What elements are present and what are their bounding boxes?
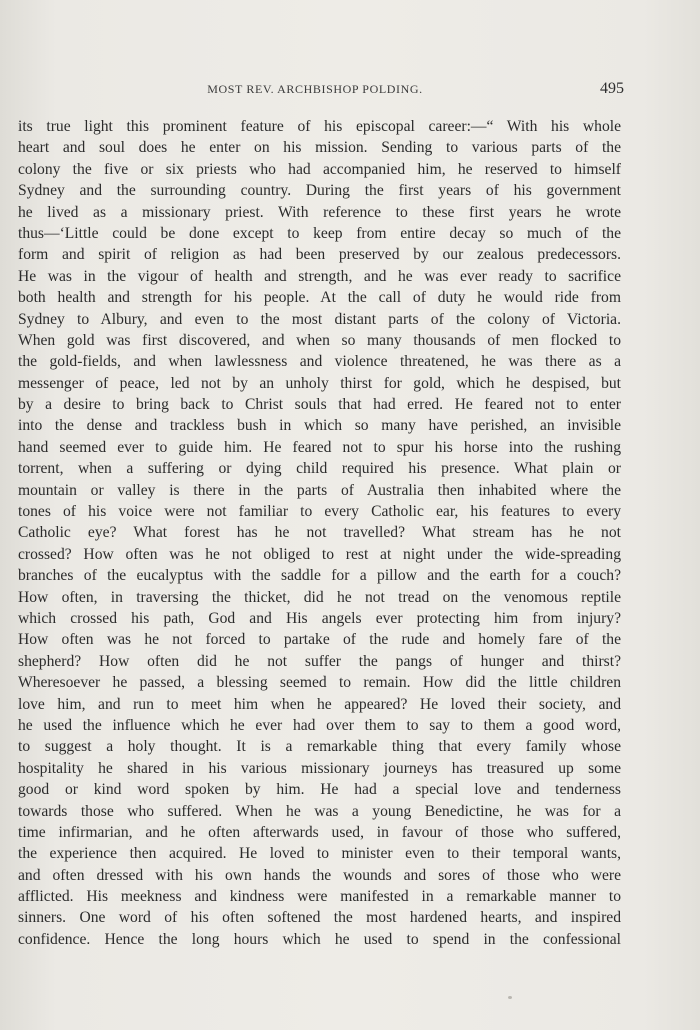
- text-line: its true light this prominent feature of his episcopal career:—“ With his whole: [18, 118, 621, 135]
- text-line: messenger of peace, led not by an unholy thirst for gold, which he despised, but: [18, 374, 621, 392]
- text-line: He was in the vigour of health and strength, and he was ever ready to sacrifice: [18, 267, 621, 285]
- text-line: sinners. One word of his often softened the most hardened hearts, and inspired: [18, 909, 621, 927]
- text-line: Catholic eye? What forest has he not travelled? What stream has he not: [18, 524, 621, 542]
- running-head: [0, 80, 700, 100]
- text-line: he used the influence which he ever had over them to say to them a good word,: [18, 716, 621, 734]
- paper-speck: [508, 996, 512, 999]
- text-line: branches of the eucalyptus with the saddle for a pillow and the earth for a couch?: [18, 567, 621, 585]
- text-line: which crossed his path, God and His angels ever protecting him from injury?: [18, 609, 621, 627]
- text-line: to suggest a holy thought. It is a remarkable thing that every family whose: [18, 738, 621, 756]
- text-line: he lived as a missionary priest. With reference to these first years he wrote: [18, 203, 621, 221]
- running-title: MOST REV. ARCHBISHOP POLDING.: [207, 82, 423, 96]
- text-line: How often was he not forced to partake of the rude and homely fare of the: [18, 631, 621, 649]
- text-line: the experience then acquired. He loved to minister even to their temporal wants,: [18, 845, 621, 863]
- text-line: form and spirit of religion as had been preserved by our zealous predecessors.: [18, 246, 621, 264]
- text-line: torrent, when a suffering or dying child required his presence. What plain or: [18, 460, 621, 478]
- text-line: How often, in traversing the thicket, did he not tread on the venomous reptile: [18, 588, 621, 606]
- text-line: good or kind word spoken by him. He had a special love and tenderness: [18, 781, 621, 799]
- page-number: 495: [600, 80, 624, 97]
- text-line: Sydney to Albury, and even to the most distant parts of the colony of Victoria.: [18, 310, 621, 328]
- body-text: [18, 116, 621, 950]
- text-line: heart and soul does he enter on his mission. Sending to various parts of the: [18, 139, 621, 157]
- text-line: by a desire to bring back to Christ souls that had erred. He feared not to enter: [18, 396, 621, 414]
- text-line: into the dense and trackless bush in which so many have perished, an invisible: [18, 417, 621, 435]
- text-line: hospitality he shared in his various missionary journeys has treasured up some: [18, 759, 621, 777]
- text-line: and often dressed with his own hands the wounds and sores of those who were: [18, 866, 621, 884]
- text-line: time infirmarian, and he often afterwards used, in favour of those who suffered,: [18, 823, 621, 841]
- text-line: thus—‘Little could be done except to keep from entire decay so much of the: [18, 224, 621, 242]
- text-line: both health and strength for his people. At the call of duty he would ride from: [18, 289, 621, 307]
- text-line: crossed? How often was he not obliged to rest at night under the wide-spreading: [18, 545, 621, 563]
- text-line: love him, and run to meet him when he appeared? He loved their society, and: [18, 695, 621, 713]
- text-line: confidence. Hence the long hours which he used to spend in the confessional: [18, 930, 621, 948]
- text-line: Sydney and the surrounding country. During the first years of his government: [18, 182, 621, 200]
- text-line: When gold was first discovered, and when so many thousands of men flocked to: [18, 331, 621, 349]
- text-line: the gold-fields, and when lawlessness and violence threatened, he was there as a: [18, 353, 621, 371]
- text-line: tones of his voice were not familiar to every Catholic ear, his features to every: [18, 503, 621, 521]
- text-line: shepherd? How often did he not suffer the pangs of hunger and thirst?: [18, 652, 621, 670]
- text-line: colony the five or six priests who had accompanied him, he reserved to himself: [18, 160, 621, 178]
- text-line: mountain or valley is there in the parts of Australia then inhabited where the: [18, 481, 621, 499]
- text-line: Wheresoever he passed, a blessing seemed to remain. How did the little children: [18, 674, 621, 692]
- text-line: towards those who suffered. When he was a young Benedictine, he was for a: [18, 802, 621, 820]
- text-line: afflicted. His meekness and kindness were manifested in a remarkable manner to: [18, 888, 621, 906]
- text-line: hand seemed ever to guide him. He feared not to spur his horse into the rushing: [18, 438, 621, 456]
